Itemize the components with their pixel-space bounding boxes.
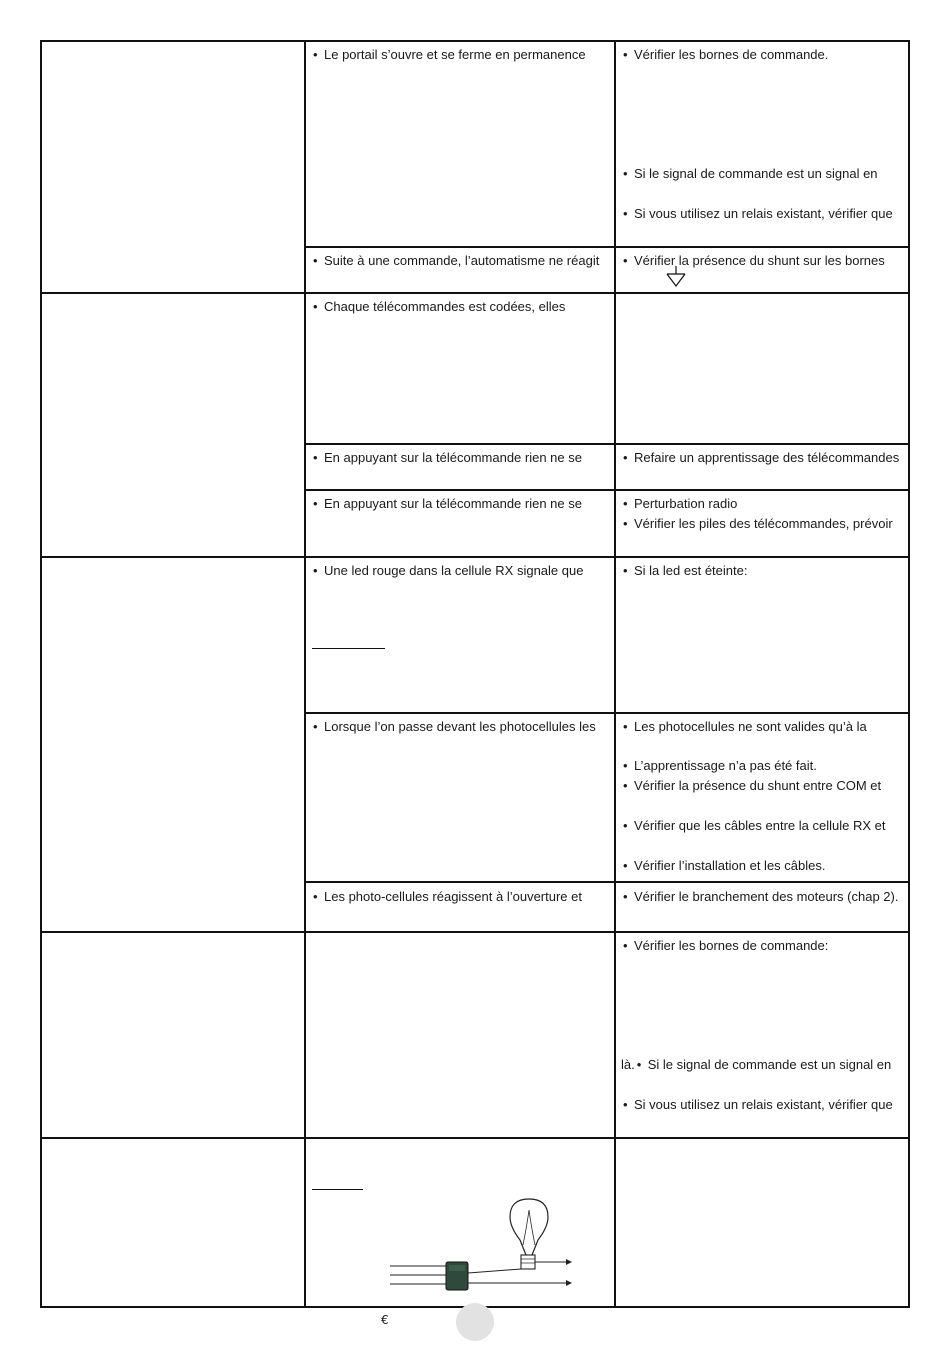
subrow-divider <box>304 489 910 491</box>
light-bulb-icon <box>510 1199 548 1269</box>
action-text: • Vérifier le branchement des moteurs (chap 2). <box>623 889 899 904</box>
underline-mark <box>312 1189 363 1190</box>
column-divider-1 <box>304 40 306 1308</box>
action-text: • Si vous utilisez un relais existant, vérifier que <box>623 1097 893 1112</box>
action-text: • Vérifier les bornes de commande. <box>623 47 829 62</box>
subrow-divider <box>304 712 910 714</box>
footer-symbol: € <box>381 1313 389 1327</box>
wiring-diagram <box>380 1195 580 1300</box>
action-text: • Vérifier l’installation et les câbles. <box>623 858 826 873</box>
symptom-text: • Le portail s’ouvre et se ferme en permanence <box>313 47 586 62</box>
action-text: • Vérifier la présence du shunt sur les bornes <box>623 253 885 268</box>
action-text: • Si vous utilisez un relais existant, vérifier que <box>623 206 893 221</box>
action-text: • L’apprentissage n’a pas été fait. <box>623 758 817 773</box>
relay-module-icon <box>446 1262 468 1290</box>
action-text: • Les photocellules ne sont valides qu’à la <box>623 719 867 734</box>
subrow-divider <box>304 881 910 883</box>
subrow-divider <box>304 246 910 248</box>
row-divider <box>40 556 910 558</box>
table-border-left <box>40 40 42 1308</box>
action-text: • Si la led est éteinte: <box>623 563 748 578</box>
action-text: • Vérifier les bornes de commande: <box>623 938 829 953</box>
symptom-text: • Les photo-cellules réagissent à l’ouverture et <box>313 889 582 904</box>
symptom-text: • Lorsque l’on passe devant les photocellules les <box>313 719 596 734</box>
page-number-badge <box>456 1303 494 1341</box>
symptom-text: • En appuyant sur la télécommande rien ne se <box>313 450 582 465</box>
action-text: • Perturbation radio <box>623 496 738 511</box>
column-divider-2 <box>614 40 616 1308</box>
symptom-text: • Chaque télécommandes est codées, elles <box>313 299 566 314</box>
action-text: • Vérifier les piles des télécommandes, prévoir <box>623 516 893 531</box>
action-text: là. • Si le signal de commande est un signal en <box>621 1057 892 1072</box>
action-text: • Vérifier la présence du shunt entre COM et <box>623 778 882 793</box>
ground-symbol-icon <box>666 266 686 288</box>
action-text: • Vérifier que les câbles entre la cellule RX et <box>623 818 886 833</box>
symptom-text: • Suite à une commande, l’automatisme ne réagit <box>313 253 600 268</box>
underline-mark <box>312 648 385 649</box>
action-text: • Si le signal de commande est un signal en <box>623 166 878 181</box>
symptom-text: • Une led rouge dans la cellule RX signale que <box>313 563 584 578</box>
action-text: • Refaire un apprentissage des télécommandes <box>623 450 900 465</box>
table-border-top <box>40 40 910 42</box>
symptom-text: • En appuyant sur la télécommande rien ne se <box>313 496 582 511</box>
row-divider <box>40 292 910 294</box>
table-border-right <box>908 40 910 1308</box>
row-divider <box>40 931 910 933</box>
row-divider <box>40 1137 910 1139</box>
subrow-divider <box>304 443 910 445</box>
